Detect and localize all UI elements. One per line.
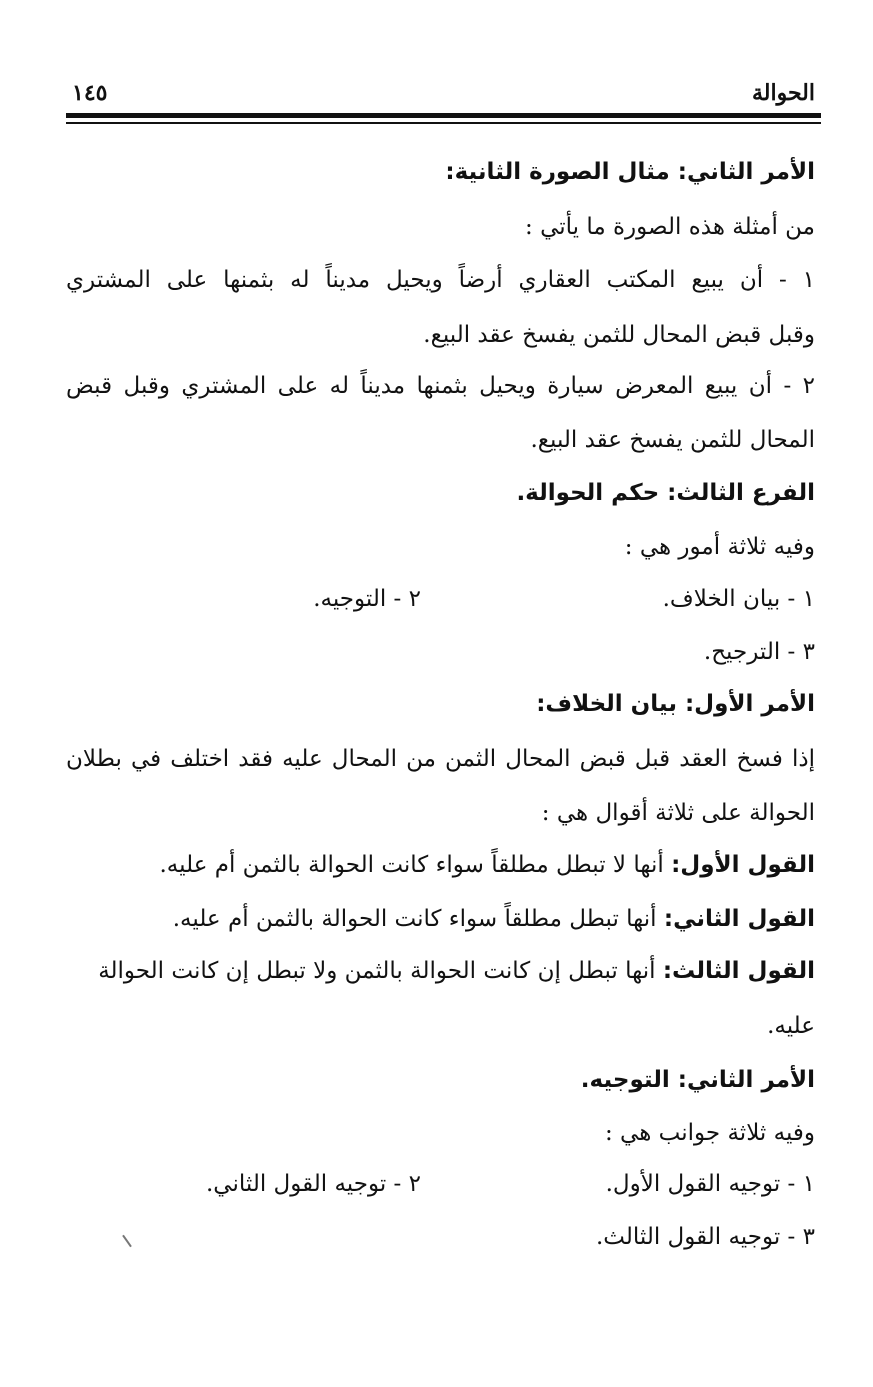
paragraph-line: ١ - أن يبيع المكتب العقاري أرضاً ويحيل مديناً له بثمنها على المشتري [66, 267, 815, 293]
paragraph-line: عليه. [767, 1013, 815, 1039]
list-item: ٣ - الترجيح. [703, 639, 815, 665]
opinion-label: القول الأول: [671, 852, 815, 878]
opinion-label: القول الثاني: [663, 906, 815, 932]
opinion-third [66, 955, 815, 987]
section-heading-example-second-form: الأمر الثاني: مثال الصورة الثانية: [445, 159, 815, 185]
opinion-second [66, 903, 815, 935]
opinion-text: أنها تبطل مطلقاً سواء كانت الحوالة بالثمن أم عليه. [172, 906, 657, 932]
list-item: ٣ - توجيه القول الثالث. [595, 1224, 815, 1250]
section-heading-disagreement: الأمر الأول: بيان الخلاف: [536, 691, 815, 717]
list-item: ١ - بيان الخلاف. [662, 586, 815, 612]
opinion-first [66, 849, 815, 881]
page-number: ١٤٥ [72, 80, 108, 106]
opinion-text: أنها تبطل إن كانت الحوالة بالثمن ولا تبطل إن كانت الحوالة [98, 958, 656, 984]
list-item: ١ - توجيه القول الأول. [605, 1171, 815, 1197]
section-heading-ruling: الفرع الثالث: حكم الحوالة. [516, 480, 815, 506]
running-header-title: الحوالة [752, 80, 815, 106]
paragraph-line: المحال للثمن يفسخ عقد البيع. [530, 427, 815, 453]
paragraph-line: الحوالة على ثلاثة أقوال هي : [541, 800, 815, 826]
opinion-label: القول الثالث: [662, 958, 815, 984]
header-rule-thick [66, 113, 821, 118]
scan-mark [122, 1235, 132, 1248]
list-item: ٢ - التوجيه. [313, 586, 421, 612]
list-item: ٢ - توجيه القول الثاني. [205, 1171, 421, 1197]
opinion-text: أنها لا تبطل مطلقاً سواء كانت الحوالة بالثمن أم عليه. [159, 852, 664, 878]
section-heading-justification: الأمر الثاني: التوجيه. [580, 1067, 815, 1093]
paragraph-line: إذا فسخ العقد قبل قبض المحال الثمن من المحال عليه فقد اختلف في بطلان [66, 746, 815, 772]
paragraph-line: من أمثلة هذه الصورة ما يأتي : [525, 214, 815, 240]
paragraph-line: وقبل قبض المحال للثمن يفسخ عقد البيع. [423, 322, 815, 348]
paragraph-line: وفيه ثلاثة جوانب هي : [605, 1120, 815, 1146]
paragraph-line: ٢ - أن يبيع المعرض سيارة ويحيل بثمنها مديناً له على المشتري وقبل قبض [66, 373, 815, 399]
header-rule-thin [66, 122, 821, 124]
paragraph-line: وفيه ثلاثة أمور هي : [624, 534, 815, 560]
